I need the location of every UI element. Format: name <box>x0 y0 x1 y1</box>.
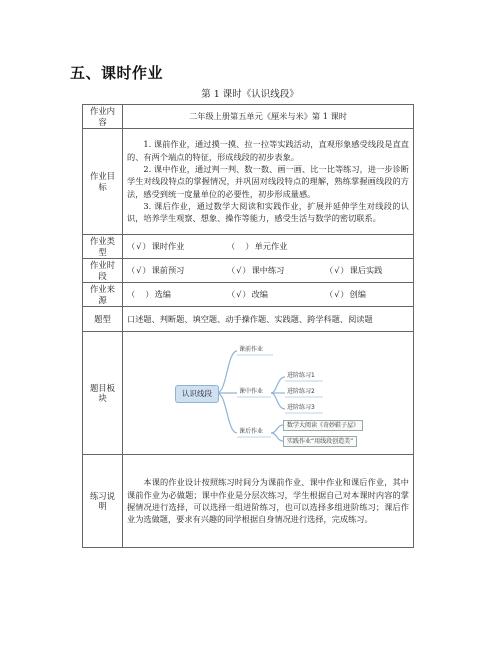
node-level-exercise: 进阶练习2 <box>287 388 315 395</box>
node-in-class: 课中作业 <box>239 388 264 395</box>
source-option: （ ）选编 <box>127 289 171 300</box>
check-mark: （√） <box>127 265 152 276</box>
check-mark: （√） <box>325 289 350 300</box>
goals-label: 作业目标 <box>83 129 123 235</box>
period-option: （√）课前预习 <box>127 265 185 276</box>
check-mark: （ ） <box>127 289 155 300</box>
check-mark: （√） <box>227 265 252 276</box>
period-option: （√）课后实践 <box>325 265 383 276</box>
check-mark: （√） <box>127 241 152 252</box>
lesson-title: 第 1 课时《认识线段》 <box>201 89 299 100</box>
modules-label: 题目板块 <box>83 332 123 455</box>
source-option: （√）创编 <box>325 289 366 300</box>
mind-map-connectors <box>127 337 417 449</box>
notes-text: 本课的作业设计按照练习时间分为课前作业、课中作业和课后作业，其中课前作业为必做题；课中作业是分层次练习，学生根据自己对本课时内容的掌握情况进行选择，可以选择一组进阶练习，也可以选择多组进阶练习；课后作业为选做题，要求有兴趣的同学根据自身情况进行选择，完成练习。 <box>127 477 409 525</box>
period-options <box>123 259 414 283</box>
modules-value <box>123 332 414 455</box>
mind-map <box>127 337 417 449</box>
qtype-label: 题型 <box>83 307 123 332</box>
qtype-value: 口述题、判断题、填空题、动手操作题、实践题、跨学科题、阅读题 <box>123 307 414 332</box>
check-mark: （ ） <box>227 241 255 252</box>
node-reading-task: 数学大阅读《奇妙鞋子屋》 <box>283 420 363 431</box>
node-pre-class: 课前作业 <box>239 346 264 353</box>
check-mark: （√） <box>325 265 350 276</box>
type-option: （√）课时作业 <box>127 241 185 252</box>
source-options <box>123 283 414 307</box>
type-option: （ ）单元作业 <box>227 241 288 252</box>
node-level-exercise: 进阶练习1 <box>287 372 315 379</box>
source-label: 作业来源 <box>83 283 123 307</box>
content-value: 二年级上册第五单元《厘米与米》第 1 课时 <box>123 105 414 129</box>
notes-label: 练习说明 <box>83 455 123 548</box>
goal-item: 1. 课前作业，通过摸一摸、拉一拉等实践活动，直观形象感受线段是直直的、有两个端点的特征，形成线段的初步表象。 <box>127 139 409 162</box>
period-option: （√）课中练习 <box>227 265 285 276</box>
section-heading: 五、课时作业 <box>70 64 164 82</box>
source-option: （√）改编 <box>227 289 268 300</box>
goal-item: 2. 课中作业，通过判一判、数一数、画一画、比一比等练习，进一步诊断学生对线段特点的掌握情况，并巩固对线段特点的理解，熟练掌握画线段的方法，感受到统一度量单位的必要性，初步形成量感。 <box>127 164 409 199</box>
goal-item: 3. 课后作业，通过数学大阅读和实践作业，扩展并延伸学生对线段的认识，培养学生观察、想象、操作等能力，感受生活与数学的密切联系。 <box>127 200 409 224</box>
type-options <box>123 235 414 259</box>
node-after-class: 课后作业 <box>239 428 264 435</box>
node-practice-task: 实践作业“用线段创造美” <box>283 436 357 447</box>
node-level-exercise: 进阶练习3 <box>287 404 315 411</box>
notes-value <box>123 455 414 548</box>
mind-map-root: 认识线段 <box>175 385 219 403</box>
goals-value <box>123 129 414 235</box>
type-label: 作业类型 <box>83 235 123 259</box>
period-label: 作业时段 <box>83 259 123 283</box>
content-label: 作业内容 <box>83 105 123 129</box>
homework-table <box>82 104 414 548</box>
check-mark: （√） <box>227 289 252 300</box>
